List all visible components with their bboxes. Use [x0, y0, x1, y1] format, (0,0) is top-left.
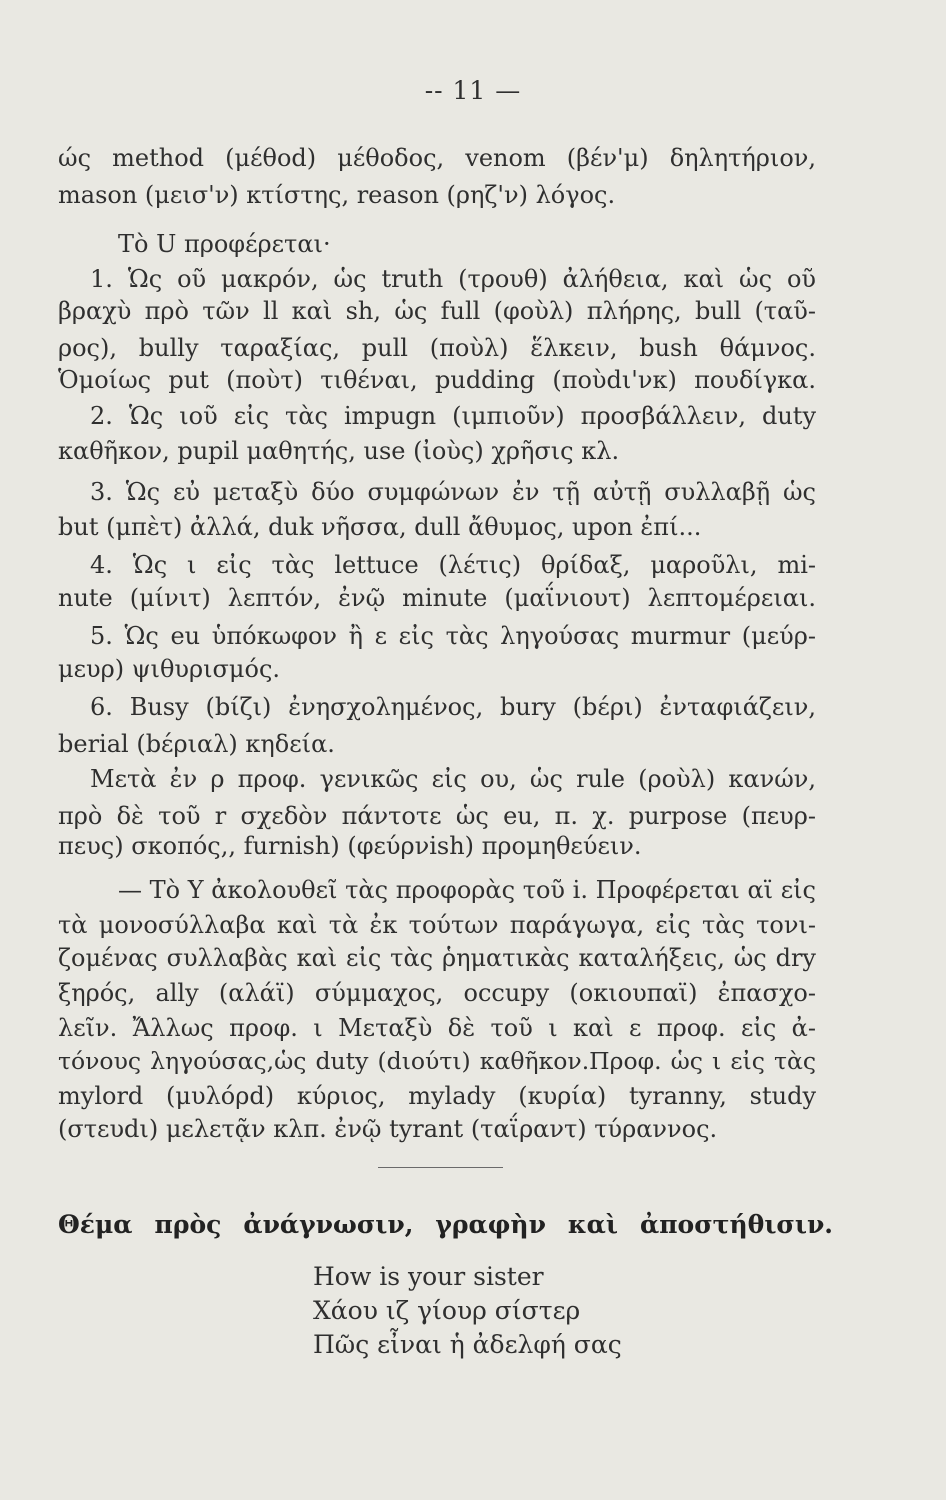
text-line: ρος), bully ταραξίας, pull (ποὺλ) ἕλκειν, bush θάμνος.: [58, 334, 816, 362]
example-english: How is your sister: [313, 1262, 544, 1291]
text-line: μευρ) ψιθυρισμός.: [58, 655, 281, 683]
text-line: — Τὸ Υ ἀκολουθεῖ τὰς προφορὰς τοῦ i. Προφέρεται αϊ εἰς: [118, 876, 816, 904]
text-line: 6. Busy (bίζι) ἐνησχολημένος, bury (bέρι) ἐνταφιάζειν,: [90, 693, 816, 721]
text-line: but (μπὲτ) ἀλλά, duk νῆσσα, dull ἄθυμος, upon ἐπί...: [58, 513, 702, 541]
text-line: πευς) σκοπός,, furnish) (φεύρνish) προμηθεύειν.: [58, 832, 642, 860]
text-line: βραχὺ πρὸ τῶν ll καὶ sh, ὡς full (φοὺλ) πλήρης, bull (ταῦ-: [58, 297, 816, 325]
text-line: 4. Ὡς ι εἰς τὰς lettuce (λέτις) θρίδαξ, μαροῦλι, mi-: [90, 551, 816, 579]
text-line: (στευdι) μελετᾷν κλπ. ἐνῷ tyrant (ταΐραντ) τύραννος.: [58, 1115, 718, 1143]
text-line: Μετὰ ἐν ρ προφ. γενικῶς εἰς ου, ὡς rule (ροὺλ) κανών,: [90, 765, 816, 793]
text-line: καθῆκον, pupil μαθητής, use (ἰοὺς) χρῆσις κλ.: [58, 437, 620, 465]
text-line: 3. Ὡς εὐ μεταξὺ δύο συμφώνων ἐν τῇ αὐτῇ συλλαβῇ ὡς: [90, 478, 816, 506]
example-greek: Πῶς εἶναι ἡ ἀδελφή σας: [313, 1330, 622, 1359]
text-line: 1. Ὡς οῦ μακρόν, ὡς truth (τρουθ) ἀλήθεια, καὶ ὡς οῦ: [90, 265, 816, 293]
text-line: Ὁμοίως put (ποὺτ) τιθέναι, pudding (ποὺdι'νκ) πουδίγκα.: [58, 366, 816, 394]
text-line: Τὸ U προφέρεται·: [118, 230, 331, 258]
text-line: mylord (μυλόρd) κύριος, mylady (κυρία) tyranny, study: [58, 1082, 816, 1110]
text-line: nute (μίνιτ) λεπτόν, ἐνῷ minute (μαΐνιουτ) λεπτομέρειαι.: [58, 584, 816, 612]
text-line: berial (bέριαλ) κηδεία.: [58, 730, 335, 758]
section-divider: [378, 1167, 503, 1168]
text-line: ζομένας συλλαβὰς καὶ εἰς τὰς ῥηματικὰς καταλήξεις, ὡς dry: [58, 944, 816, 972]
text-line: τὰ μονοσύλλαβα καὶ τὰ ἐκ τούτων παράγωγα, εἰς τὰς τονι-: [58, 911, 816, 939]
text-line: 2. Ὡς ιοῦ εἰς τὰς impugn (ιμπιοῦν) προσβάλλειν, duty: [90, 402, 816, 430]
section-heading: Θέμα πρὸς ἀνάγνωσιν, γραφὴν καὶ ἀποστήθισιν.: [58, 1210, 833, 1239]
text-line: ώς method (μέθοd) μέθοδος, venom (βέν'μ) δηλητήριον,: [58, 144, 816, 172]
text-line: 5. Ὡς eu ὑπόκωφον ἢ ε εἰς τὰς ληγούσας murmur (μεύρ-: [90, 622, 816, 650]
text-line: ξηρός, ally (αλάϊ) σύμμαχος, occupy (οκιουπαϊ) ἐπασχο-: [58, 979, 816, 1007]
text-line: λεῖν. Ἄλλως προφ. ι Μεταξὺ δὲ τοῦ ι καὶ ε προφ. εἰς ἀ-: [58, 1014, 816, 1042]
text-line: τόνους ληγούσας,ὡς duty (dιούτι) καθῆκον.Προφ. ὡς ι εἰς τὰς: [58, 1047, 816, 1075]
page-number: -- 11 —: [424, 76, 522, 105]
text-line: mason (μεισ'ν) κτίστης, reason (ρηζ'ν) λόγος.: [58, 181, 616, 209]
text-line: πρὸ δὲ τοῦ r σχεδὸν πάντοτε ὡς eu, π. χ. purpose (πευρ-: [58, 802, 816, 830]
example-transliteration: Χάου ιζ γίουρ σίστερ: [313, 1296, 581, 1325]
